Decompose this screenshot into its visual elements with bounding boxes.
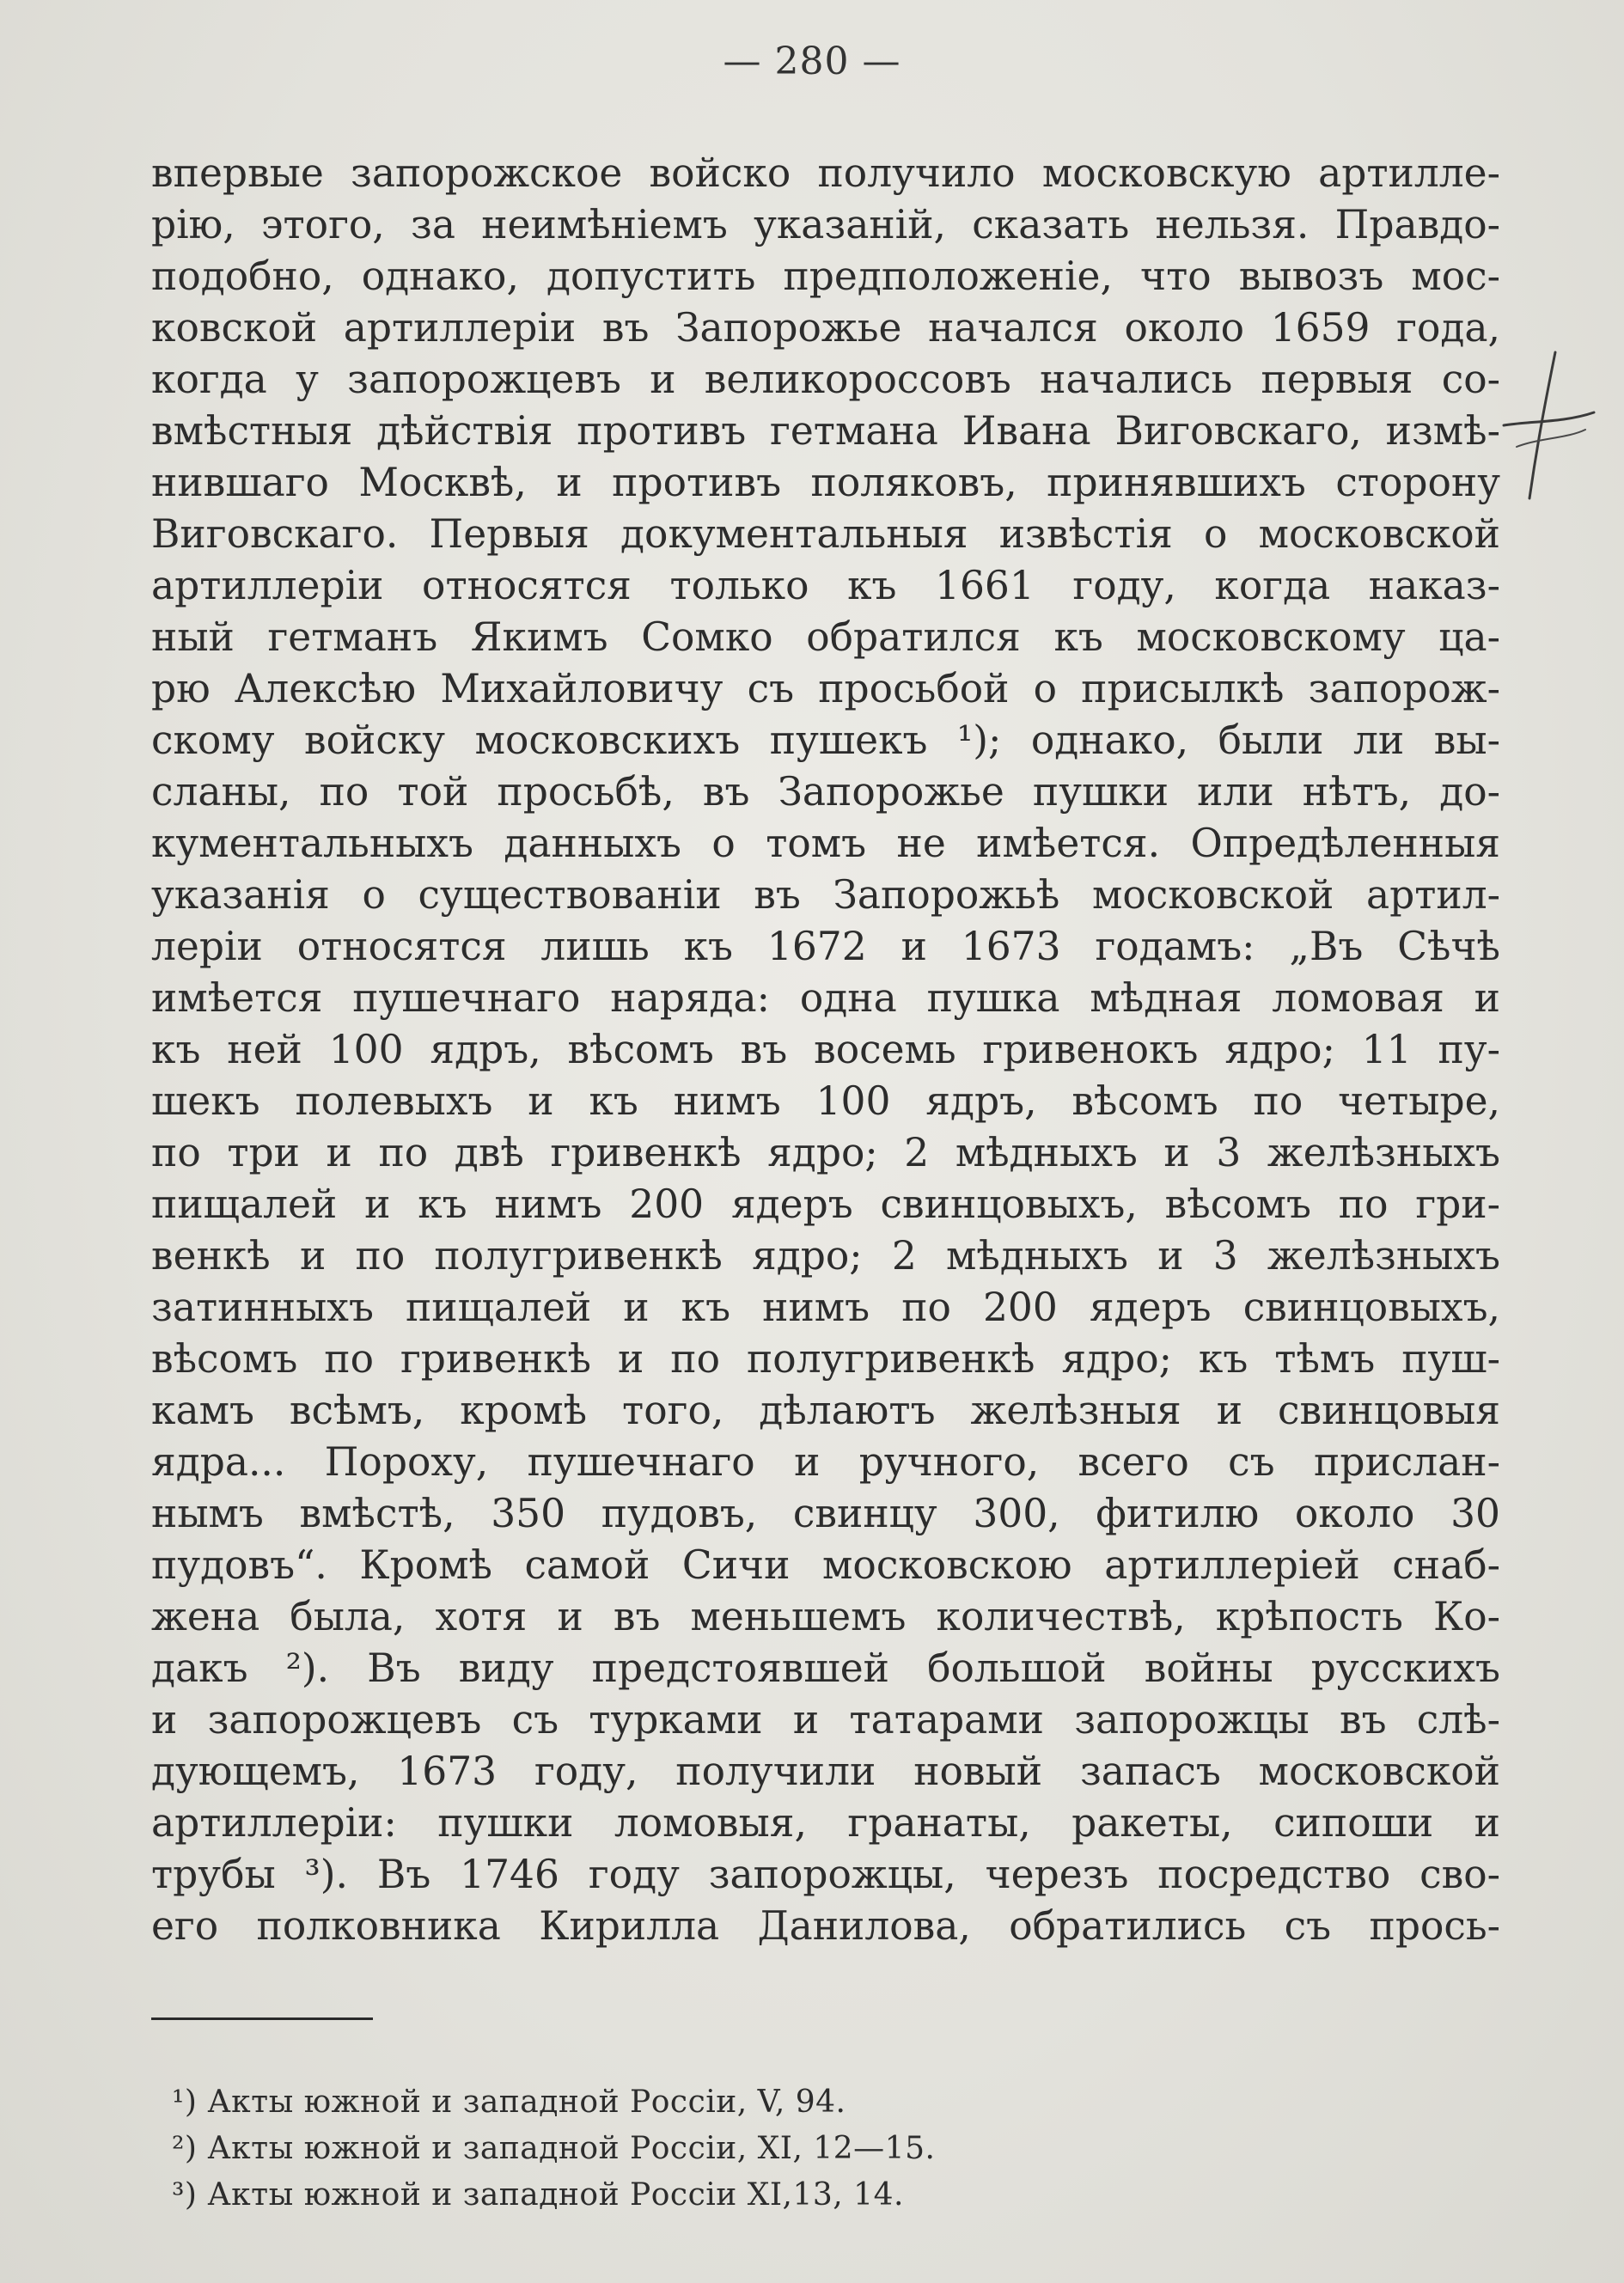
footnote-divider bbox=[151, 2017, 373, 2020]
text-line: затинныхъ пищалей и къ нимъ по 200 ядеръ свинцовыхъ, bbox=[151, 1285, 1500, 1330]
text-line: по три и по двѣ гривенкѣ ядро; 2 мѣдныхъ и 3 желѣзныхъ bbox=[151, 1130, 1500, 1175]
footnote: ³) Акты южной и западной Россіи XI,13, 14. bbox=[172, 2177, 904, 2213]
text-line: жена была, хотя и въ меньшемъ количествѣ, крѣпость Ко- bbox=[151, 1594, 1500, 1639]
text-line: пудовъ“. Кромѣ самой Сичи московскою артиллеріей снаб- bbox=[151, 1542, 1500, 1588]
text-line: ный гетманъ Якимъ Сомко обратился къ московскому ца- bbox=[151, 614, 1500, 660]
text-line: его полковника Кирилла Данилова, обратились съ прось- bbox=[151, 1903, 1500, 1949]
text-line: трубы ³). Въ 1746 году запорожцы, черезъ посредство сво- bbox=[151, 1852, 1500, 1897]
body-text bbox=[151, 148, 1500, 1952]
text-line: вѣсомъ по гривенкѣ и по полугривенкѣ ядро; къ тѣмъ пуш- bbox=[151, 1336, 1500, 1382]
text-line: имѣется пушечнаго наряда: одна пушка мѣдная ломовая и bbox=[151, 975, 1500, 1021]
text-line: шекъ полевыхъ и къ нимъ 100 ядръ, вѣсомъ по четыре, bbox=[151, 1078, 1500, 1124]
text-line: указанія о существованіи въ Запорожьѣ московской артил- bbox=[151, 872, 1500, 918]
text-line: леріи относятся лишь къ 1672 и 1673 годамъ: „Въ Сѣчѣ bbox=[151, 924, 1500, 969]
text-line: подобно, однако, допустить предположеніе, что вывозъ мос- bbox=[151, 253, 1500, 299]
text-line: вмѣстныя дѣйствія противъ гетмана Ивана Виговскаго, измѣ- bbox=[151, 408, 1500, 454]
text-line: когда у запорожцевъ и великороссовъ начались первыя со- bbox=[151, 357, 1500, 402]
text-line: камъ всѣмъ, кромѣ того, дѣлаютъ желѣзныя и свинцовыя bbox=[151, 1388, 1500, 1433]
page-number: — 280 — bbox=[723, 40, 901, 83]
text-line: дакъ ²). Въ виду предстоявшей большой войны русскихъ bbox=[151, 1645, 1500, 1691]
text-line: рію, этого, за неимѣніемъ указаній, сказать нельзя. Правдо- bbox=[151, 202, 1500, 247]
text-line: сланы, по той просьбѣ, въ Запорожье пушки или нѣтъ, до- bbox=[151, 769, 1500, 815]
text-line: нившаго Москвѣ, и противъ поляковъ, принявшихъ сторону bbox=[151, 460, 1500, 505]
footnotes bbox=[172, 2079, 1375, 2219]
footnote: ¹) Акты южной и западной Россіи, V, 94. bbox=[172, 2085, 846, 2120]
text-line: нымъ вмѣстѣ, 350 пудовъ, свинцу 300, фитилю около 30 bbox=[151, 1491, 1500, 1536]
text-line: ковской артиллеріи въ Запорожье начался около 1659 года, bbox=[151, 305, 1500, 351]
text-line: артиллеріи относятся только къ 1661 году, когда наказ- bbox=[151, 563, 1500, 608]
text-line: Виговскаго. Первыя документальныя извѣстія о московской bbox=[151, 511, 1500, 557]
text-line: рю Алексѣю Михайловичу съ просьбой о присылкѣ запорож- bbox=[151, 666, 1500, 711]
text-line: къ ней 100 ядръ, вѣсомъ въ восемь гривенокъ ядро; 11 пу- bbox=[151, 1027, 1500, 1072]
text-line: скому войску московскихъ пушекъ ¹); однако, были ли вы- bbox=[151, 717, 1500, 763]
footnote: ²) Акты южной и западной Россіи, XI, 12—15. bbox=[172, 2131, 936, 2166]
text-line: ядра... Пороху, пушечнаго и ручного, всего съ прислан- bbox=[151, 1439, 1500, 1485]
text-line: впервые запорожское войско получило московскую артилле- bbox=[151, 150, 1500, 196]
text-line: пищалей и къ нимъ 200 ядеръ свинцовыхъ, вѣсомъ по гри- bbox=[151, 1181, 1500, 1227]
pencil-mark-icon bbox=[1495, 344, 1598, 507]
text-line: артиллеріи: пушки ломовыя, гранаты, ракеты, сипоши и bbox=[151, 1800, 1500, 1846]
text-line: кументальныхъ данныхъ о томъ не имѣется. Опредѣленныя bbox=[151, 821, 1500, 866]
text-line: и запорожцевъ съ турками и татарами запорожцы въ слѣ- bbox=[151, 1697, 1500, 1743]
text-line: дующемъ, 1673 году, получили новый запасъ московской bbox=[151, 1749, 1500, 1794]
text-line: венкѣ и по полугривенкѣ ядро; 2 мѣдныхъ и 3 желѣзныхъ bbox=[151, 1233, 1500, 1279]
